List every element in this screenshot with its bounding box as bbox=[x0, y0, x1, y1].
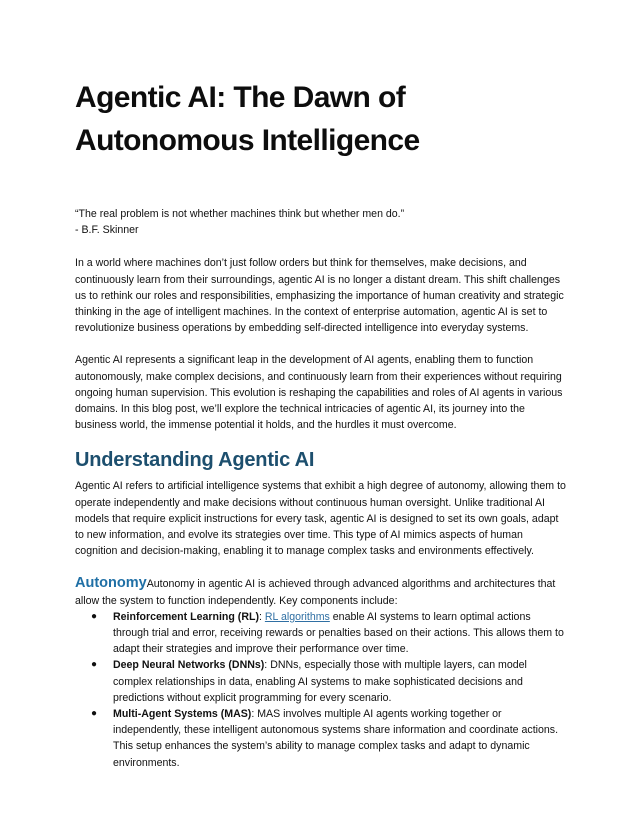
list-item-term: Multi-Agent Systems (MAS) bbox=[113, 708, 252, 721]
section-paragraph: Agentic AI refers to artificial intelligence systems that exhibit a high degree of autonomy, allowing them to operate independently and make decisions without continuous human oversight. Unlike traditional AI models that require explicit instructions for every task, agentic AI is designed to set its own goals, adapt to new information, and evolve its strategies over time. This type of AI mimics aspects of human cognition and decision-making, enabling it to manage complex tasks and environments effectively. bbox=[75, 480, 566, 558]
rl-algorithms-link[interactable]: RL algorithms bbox=[264, 610, 330, 623]
list-item-separator: : bbox=[258, 610, 265, 623]
list-item-term: Deep Neural Networks (DNNs) bbox=[113, 659, 265, 672]
epigraph bbox=[75, 206, 566, 238]
intro-paragraph-1: In a world where machines don’t just follow orders but think for themselves, make decisions, and continuously learn from their surroundings, agentic AI is no longer a distant dream. This shift challenges us to rethink our roles and responsibilities, emphasizing the importance of human creativity and strategic thinking in the age of intelligent machines. In the context of enterprise automation, agentic AI is set to revolutionize business operations by embedding self-directed intelligence into everyday systems. bbox=[75, 257, 564, 335]
list-item bbox=[75, 609, 566, 658]
list-item-separator: : bbox=[264, 659, 271, 672]
list-item bbox=[75, 657, 566, 706]
bullet-icon: ● bbox=[91, 610, 98, 622]
bullet-icon: ● bbox=[91, 659, 98, 671]
list-item bbox=[75, 706, 566, 771]
list-item-text: enable AI systems to learn optimal actions through trial and error, receiving rewards or penalties based on their actions. This allows them to adapt their strategies and improve their performance over time. bbox=[113, 610, 564, 656]
autonomy-text: Autonomy in agentic AI is achieved through advanced algorithms and architectures that allow the system to function independently. Key components include: bbox=[75, 578, 556, 607]
bullet-icon: ● bbox=[91, 708, 98, 720]
list-item-separator: : bbox=[251, 708, 258, 721]
autonomy-heading: Autonomy bbox=[75, 575, 147, 592]
list-item-text: DNNs, especially those with multiple layers, can model complex relationships in data, enabling AI systems to make sophisticated decisions and predictions without explicit programming for every scenario. bbox=[113, 659, 527, 704]
list-item-term: Reinforcement Learning (RL) bbox=[113, 610, 259, 623]
section-heading: Understanding Agentic AI bbox=[75, 449, 315, 472]
quote-text: “The real problem is not whether machines think but whether men do.” bbox=[75, 208, 405, 220]
list-item-text: MAS involves multiple AI agents working together or independently, these intelligent autonomous systems share information and coordinate actions. This setup enhances the system’s ability to manage complex tasks and adapt to dynamic environments. bbox=[113, 708, 559, 769]
autonomy-paragraph bbox=[75, 575, 566, 608]
quote-attribution: - B.F. Skinner bbox=[75, 224, 139, 237]
components-list bbox=[75, 609, 566, 771]
document-title: Agentic AI: The Dawn of Autonomous Intelligence bbox=[75, 81, 420, 157]
intro-paragraph-2: Agentic AI represents a significant leap in the development of AI agents, enabling them to function autonomously, make complex decisions, and continuously learn from their experiences without requiring ongoing human supervision. This evolution is reshaping the capabilities and roles of AI agents in various domains. In this blog post, we’ll explore the technical intricacies of agentic AI, its journey into the business world, the immense potential it holds, and the hurdles it must overcome. bbox=[75, 354, 563, 432]
